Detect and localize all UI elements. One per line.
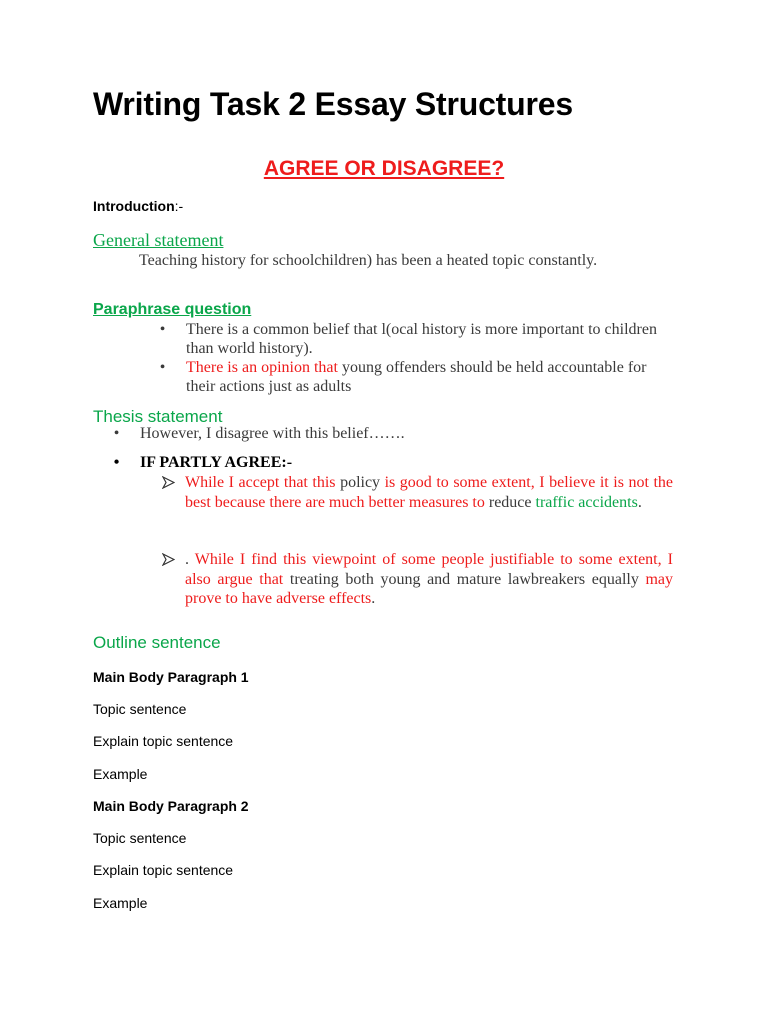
- document-subtitle: [0, 157, 768, 181]
- list-item: [139, 320, 669, 358]
- example-1-part: While I accept that this: [185, 474, 336, 491]
- body-paragraph-2-heading: Main Body Paragraph 2: [93, 798, 249, 814]
- example-1-part: traffic accidents: [535, 493, 638, 511]
- example-1-part: reduce: [484, 493, 536, 511]
- list-item: [93, 424, 653, 443]
- body-paragraph-1-topic: Topic sentence: [93, 701, 187, 717]
- body-paragraph-1-example: Example: [93, 766, 148, 782]
- body-paragraph-2-explain: Explain topic sentence: [93, 862, 234, 878]
- partly-agree-label: IF PARTLY AGREE:-: [140, 454, 293, 471]
- example-1-part: policy: [335, 474, 385, 491]
- document-title: Writing Task 2 Essay Structures: [93, 86, 573, 122]
- bullet-icon: •: [113, 425, 120, 442]
- subtitle-text: AGREE OR DISAGREE?: [263, 157, 505, 180]
- bullet-icon: •: [159, 321, 166, 338]
- paraphrase-bullet-1: There is a common belief that l(ocal history is more important to children than world history).: [186, 321, 657, 357]
- general-statement-body: Teaching history for schoolchildren) has been a heated topic constantly.: [139, 252, 598, 269]
- example-2-part: .: [371, 590, 376, 607]
- paraphrase-bullet-2-rest: young offenders should be held accountable for their actions just as adults: [186, 359, 647, 395]
- body-paragraph-1-heading: Main Body Paragraph 1: [93, 669, 249, 685]
- example-2-part: may prove to have adverse effects: [185, 570, 674, 607]
- paraphrase-bullet-2-highlight: There is an opinion that: [186, 359, 338, 376]
- body-paragraph-2-example: Example: [93, 895, 148, 911]
- partly-agree-list: [93, 453, 653, 472]
- introduction-label-text: Introduction: [93, 198, 175, 214]
- outline-sentence-heading: Outline sentence: [93, 633, 221, 652]
- example-1-part: .: [637, 493, 642, 511]
- partly-agree-example-2: [162, 550, 674, 610]
- bullet-icon: •: [159, 359, 166, 376]
- list-item: [93, 453, 653, 472]
- thesis-statement-heading: Thesis statement: [93, 407, 223, 426]
- partly-agree-example-1: [162, 473, 674, 533]
- body-paragraph-2-topic: Topic sentence: [93, 830, 187, 846]
- thesis-bullet-1: However, I disagree with this belief…….: [140, 425, 405, 442]
- example-2-text: [185, 550, 673, 609]
- example-1-text: [185, 473, 673, 512]
- paraphrase-question-heading: Paraphrase question: [93, 301, 252, 318]
- thesis-statement-list: [93, 424, 653, 443]
- introduction-label-suffix: :-: [174, 198, 184, 214]
- example-2-part: .: [185, 551, 195, 568]
- example-2-part: While I find this viewpoint of some people justifiable to some extent, I also argue that: [185, 551, 673, 588]
- bullet-icon: •: [113, 454, 120, 471]
- list-item: [139, 358, 669, 396]
- body-paragraph-1-explain: Explain topic sentence: [93, 733, 234, 749]
- example-2-part: treating both young and mature lawbreakers equally: [283, 570, 646, 588]
- example-1-part: is good to some extent, I believe it is not the best because there are much better measures to: [185, 474, 673, 511]
- paraphrase-question-list: [139, 320, 669, 396]
- general-statement-heading: General statement: [93, 230, 224, 250]
- introduction-label: [93, 198, 183, 214]
